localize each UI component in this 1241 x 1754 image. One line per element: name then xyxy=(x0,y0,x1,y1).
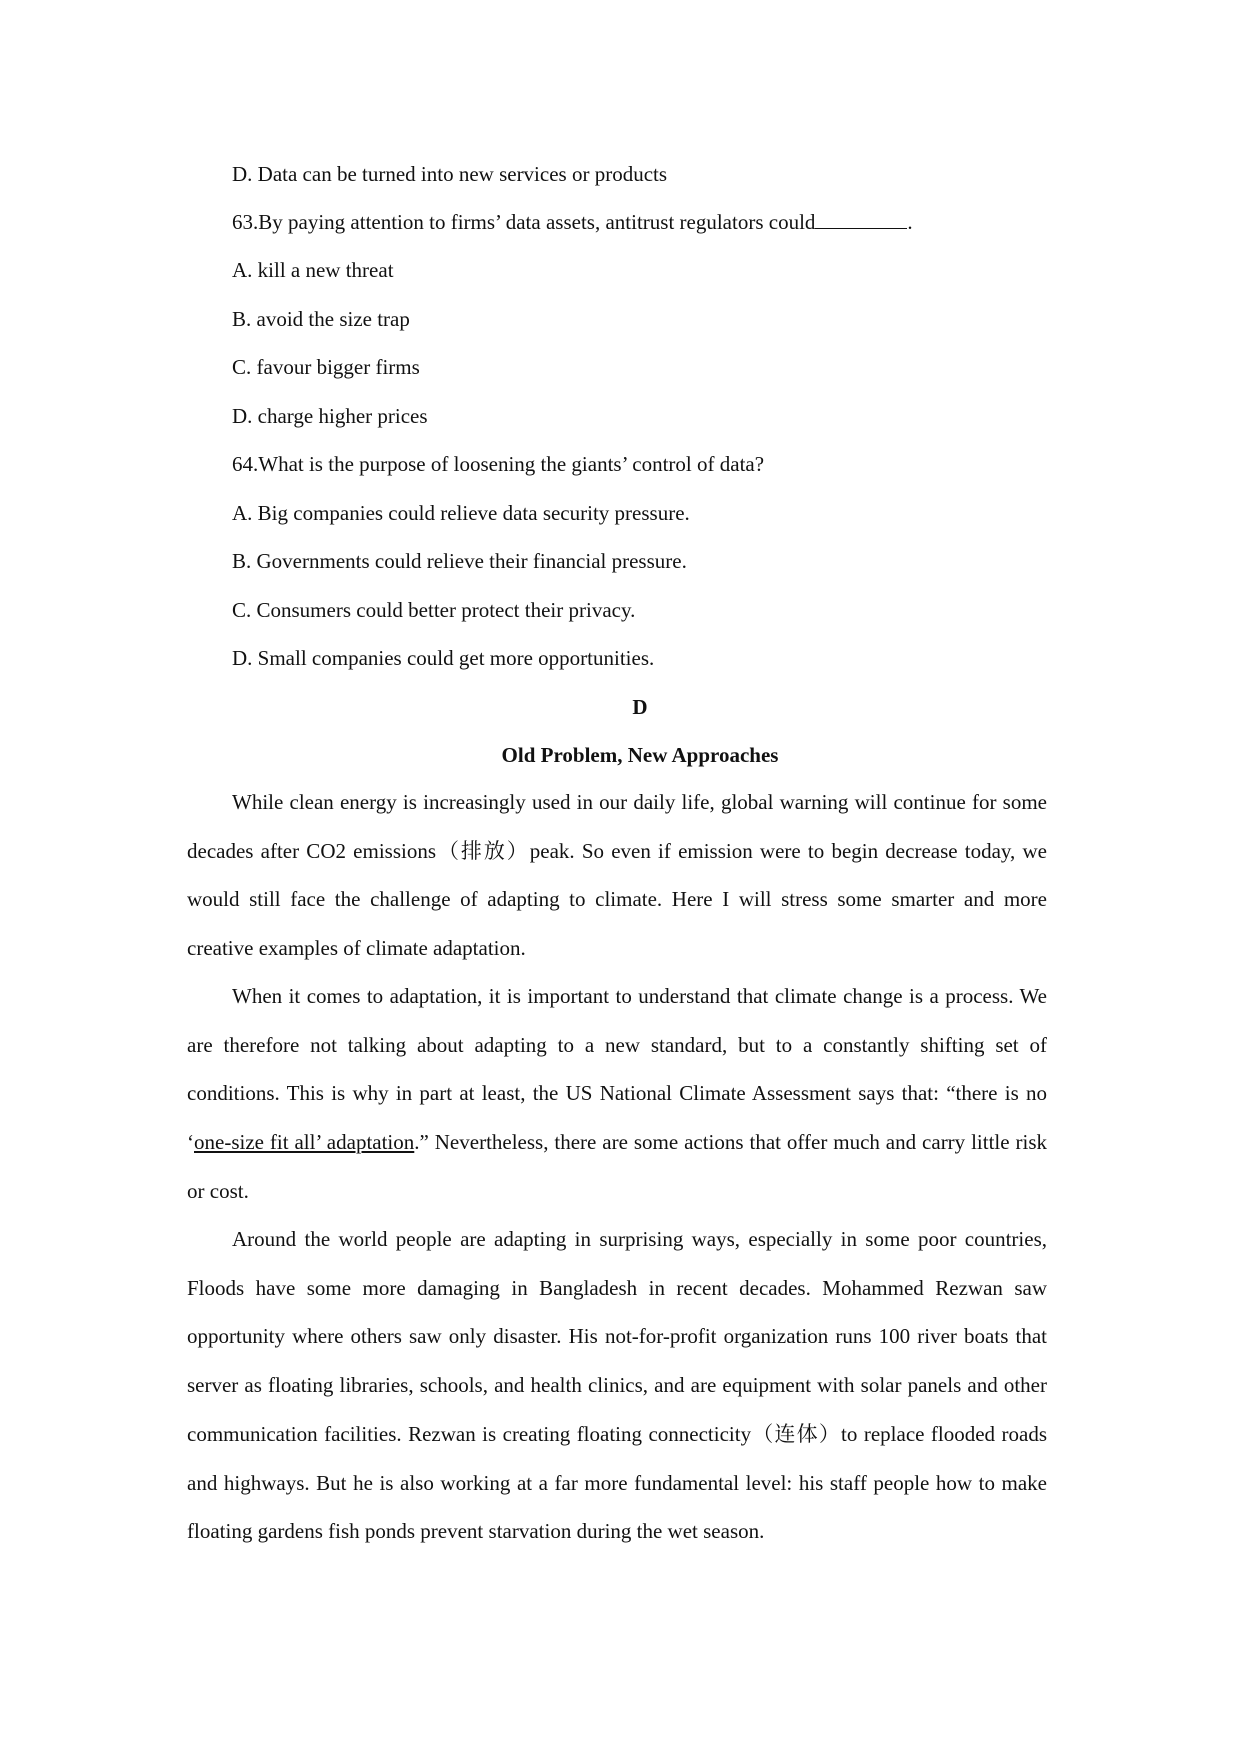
answer-blank xyxy=(815,209,907,229)
passage-paragraph-2 xyxy=(187,972,1047,1216)
q63-option-d: D. charge higher prices xyxy=(232,404,428,428)
q64-option-d: D. Small companies could get more opportunities. xyxy=(232,646,655,670)
q64-option-c: C. Consumers could better protect their privacy. xyxy=(232,598,636,622)
passage-paragraph-1: While clean energy is increasingly used in our daily life, global warning will continue for some decades after CO2 emissions（排放）peak. So even if emission were to begin decrease today, we would still face the challenge of adapting to climate. Here I will stress some smarter and more creative examples of climate adaptation. xyxy=(187,790,1047,961)
q63-option-b: B. avoid the size trap xyxy=(232,307,410,331)
underlined-phrase: one-size fit all’ adaptation xyxy=(194,1130,415,1155)
q63-stem-text: 63.By paying attention to firms’ data assets, antitrust regulators could xyxy=(232,210,816,234)
q63-option-a: A. kill a new threat xyxy=(232,258,394,282)
q63-stem xyxy=(232,208,913,236)
section-letter: D xyxy=(632,695,648,719)
paragraph-2-text-start: When it comes to adaptation, it is important to understand that climate change is a process. We are therefore not talking about adapting to a new standard, but to a constantly shifting set of conditions. This is why in part at least, the US National Climate Assessment says that: “there is no ‘ xyxy=(187,984,1047,1155)
q62-option-d: D. Data can be turned into new services or products xyxy=(232,162,668,186)
q64-option-a: A. Big companies could relieve data security pressure. xyxy=(232,501,690,525)
paragraph-2-text-end: .” Nevertheless, there are some actions that offer much and carry little risk or cost. xyxy=(187,1130,1048,1203)
q64-stem: 64.What is the purpose of loosening the giants’ control of data? xyxy=(232,452,765,476)
q63-option-c: C. favour bigger firms xyxy=(232,355,420,379)
passage-paragraph-3: Around the world people are adapting in surprising ways, especially in some poor countries, Floods have some more damaging in Bangladesh in recent decades. Mohammed Rezwan saw opportunity where others saw only disaster. His not-for-profit organization runs 100 river boats that server as floating libraries, schools, and health clinics, and are equipment with solar panels and other communication facilities. Rezwan is creating floating connecticity（连体）to replace flooded roads and highways. But he is also working at a far more fundamental level: his staff people how to make floating gardens fish ponds prevent starvation during the wet season. xyxy=(187,1227,1047,1544)
q64-option-b: B. Governments could relieve their financial pressure. xyxy=(232,549,687,573)
q63-stem-period: . xyxy=(907,210,913,234)
passage-title: Old Problem, New Approaches xyxy=(501,743,779,767)
